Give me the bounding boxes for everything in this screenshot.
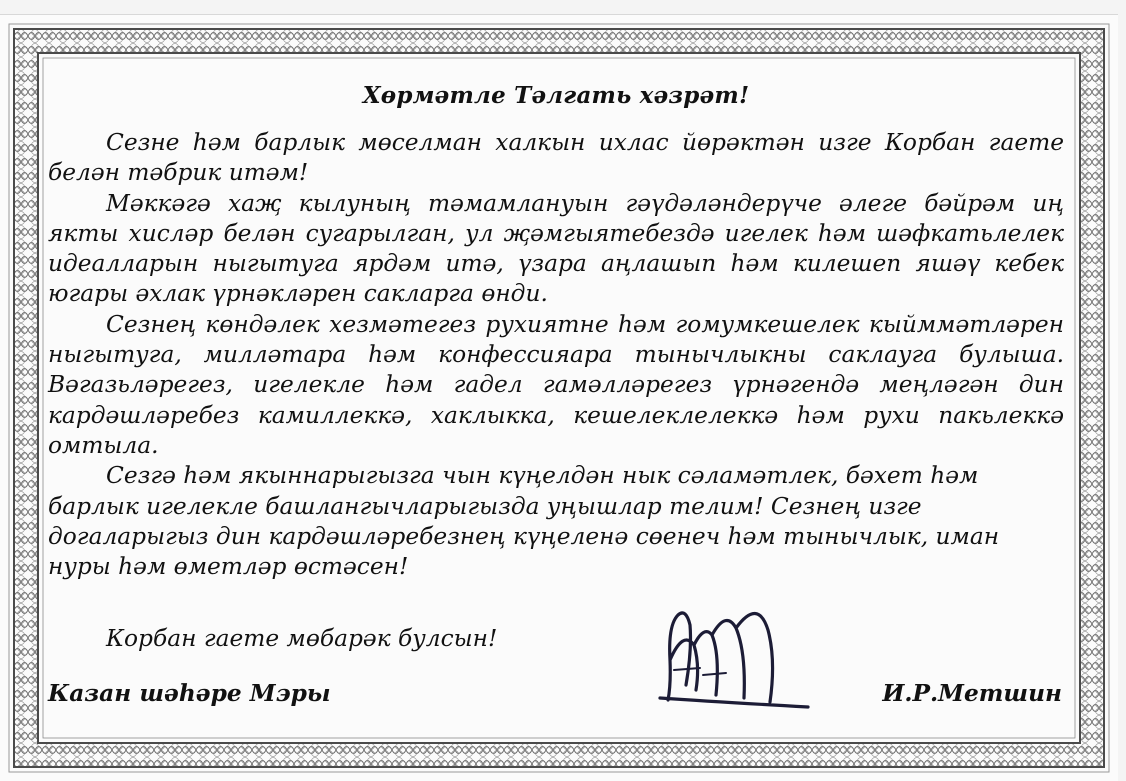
paragraph-wishes: Сезгә һәм якыннарыгызга чын күңелдән нык сәламәтлек, бәхет һәм барлык игелекле башлангычларыгызда уңышлар телим! Сезнең изге догаларыгыз дин кардәшләребезнең күңеленә сөенеч һәм тынычлык, иман нуры һәм өметләр өстәсен!: [48, 462, 1000, 581]
paragraph-service: Сезнең көндәлек хезмәтегез рухиятне һәм гомумкешелек кыйммәтләрен ныгытуга, милләтара һәм конфессияара тынычлыкны саклауга булыша. Вәгазьләрегез, игелекле һәм гадел гамәлләрегез үрнәгендә меңләгән дин кардәшләребез камиллеккә, хаклыкка, кешелеклелеккә һәм рухи пакьлеккә омтыла.: [48, 310, 1064, 459]
letter-heading: Хөрмәтле Тәлгать хәзрәт!: [362, 82, 750, 109]
paragraph-greeting: Сезне һәм барлык мөселман халкын ихлас йөрәктән изге Корбан гаете белән тәбрик итәм!: [48, 129, 1064, 187]
sender-title: Казан шәһәре Мэры: [48, 680, 331, 707]
paragraph-holiday: Мәккәгә хаҗ кылуның тәмамлануын гәүдәләндерүче әлеге бәйрәм иң якты хисләр белән сугарылган, ул җәмгыятебездә игелек һәм шәфкатьлелек идеалларын ныгытуга ярдәм итә, үзара аңлашып һәм килешеп яшәү кебек югары әхлак үрнәкләрен сакларга өнди.: [48, 189, 1064, 308]
letter-body: [48, 128, 1064, 582]
letter-content: [48, 70, 1064, 720]
handwritten-signature: [608, 590, 828, 710]
sender-name: И.Р.Метшин: [882, 680, 1062, 707]
closing-line: Корбан гаете мөбарәк булсын!: [106, 625, 498, 652]
